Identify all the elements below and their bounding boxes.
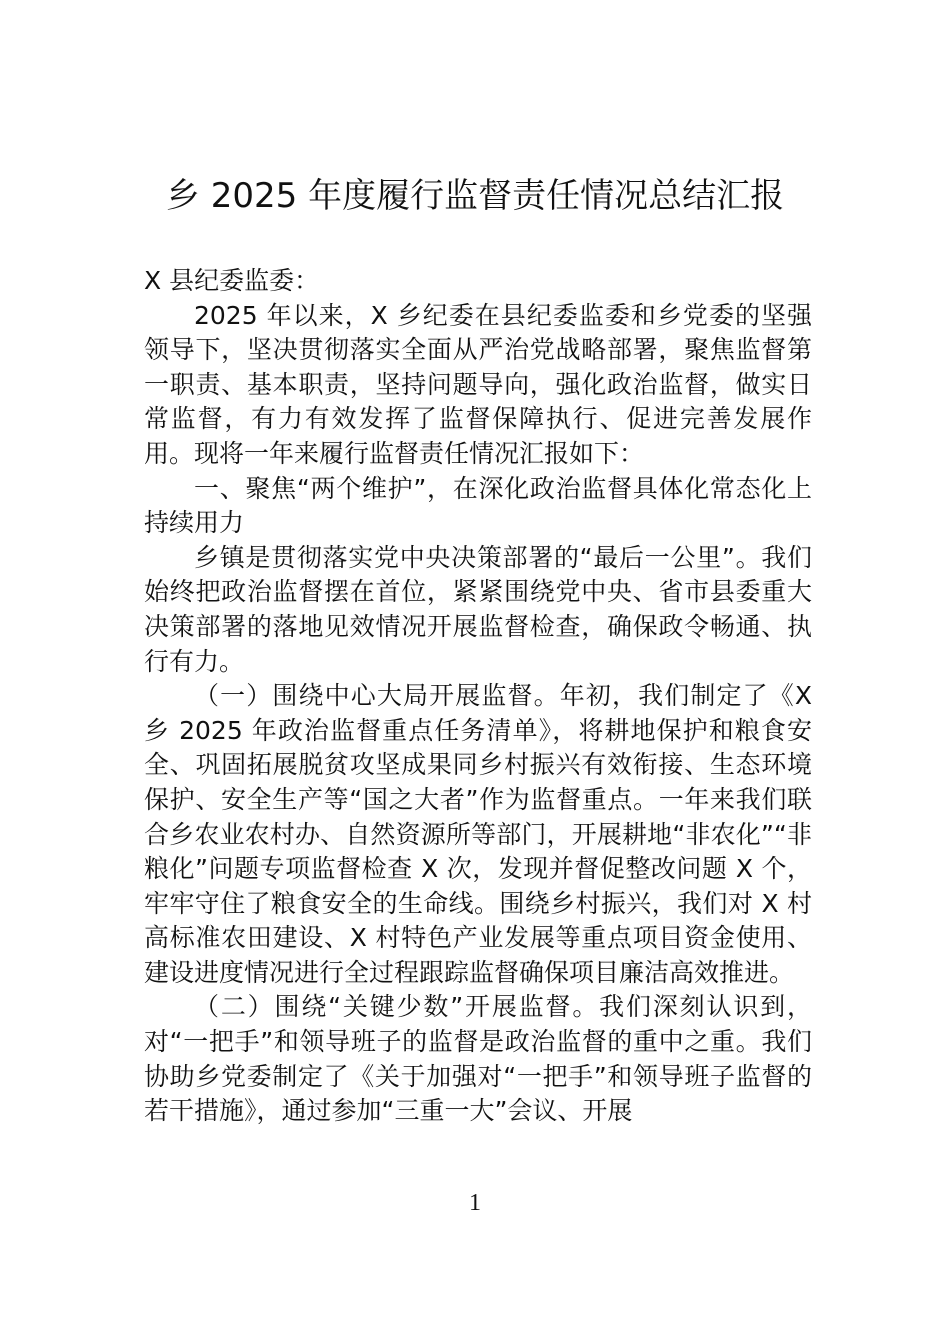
section-heading-1: 一、聚焦“两个维护”，在深化政治监督具体化常态化上持续用力 bbox=[144, 473, 812, 538]
salutation: X 县纪委监委： bbox=[144, 266, 320, 295]
paragraph-intro: 2025 年以来，X 乡纪委在县纪委监委和乡党委的坚强领导下，坚决贯彻落实全面从严治党战略部署，聚焦监督第一职责、基本职责，坚持问题导向，强化政治监督，做实日常监督，有力有效发挥了监督保障执行、促进完善发展作用。现将一年来履行监督责任情况汇报如下： bbox=[144, 300, 812, 468]
page-number: 1 bbox=[469, 1190, 481, 1216]
paragraph-section-1: 乡镇是贯彻落实党中央决策部署的“最后一公里”。我们始终把政治监督摆在首位，紧紧围绕党中央、省市县委重大决策部署的落地见效情况开展监督检查，确保政令畅通、执行有力。 bbox=[144, 542, 812, 676]
paragraph-subsection-1: （一）围绕中心大局开展监督。年初，我们制定了《X 乡 2025 年政治监督重点任务清单》，将耕地保护和粮食安全、巩固拓展脱贫攻坚成果同乡村振兴有效衔接、生态环境保护、安全生产等“国之大者”作为监督重点。一年来我们联合乡农业农村办、自然资源所等部门，开展耕地“非农化”“非粮化”问题专项监督检查 X 次，发现并督促整改问题 X 个，牢牢守住了粮食安全的生命线。围绕乡村振兴，我们对 X 村高标准农田建设、X 村特色产业发展等重点项目资金使用、建设进度情况进行全过程跟踪监督确保项目廉洁高效推进。 bbox=[144, 681, 812, 987]
paragraph-subsection-2: （二）围绕“关键少数”开展监督。我们深刻认识到，对“一把手”和领导班子的监督是政治监督的重中之重。我们协助乡党委制定了《关于加强对“一把手”和领导班子监督的若干措施》，通过参加“三重一大”会议、开展 bbox=[144, 992, 812, 1126]
document-body bbox=[144, 264, 812, 1129]
page-title: 乡 2025 年度履行监督责任情况总结汇报 bbox=[165, 176, 785, 216]
